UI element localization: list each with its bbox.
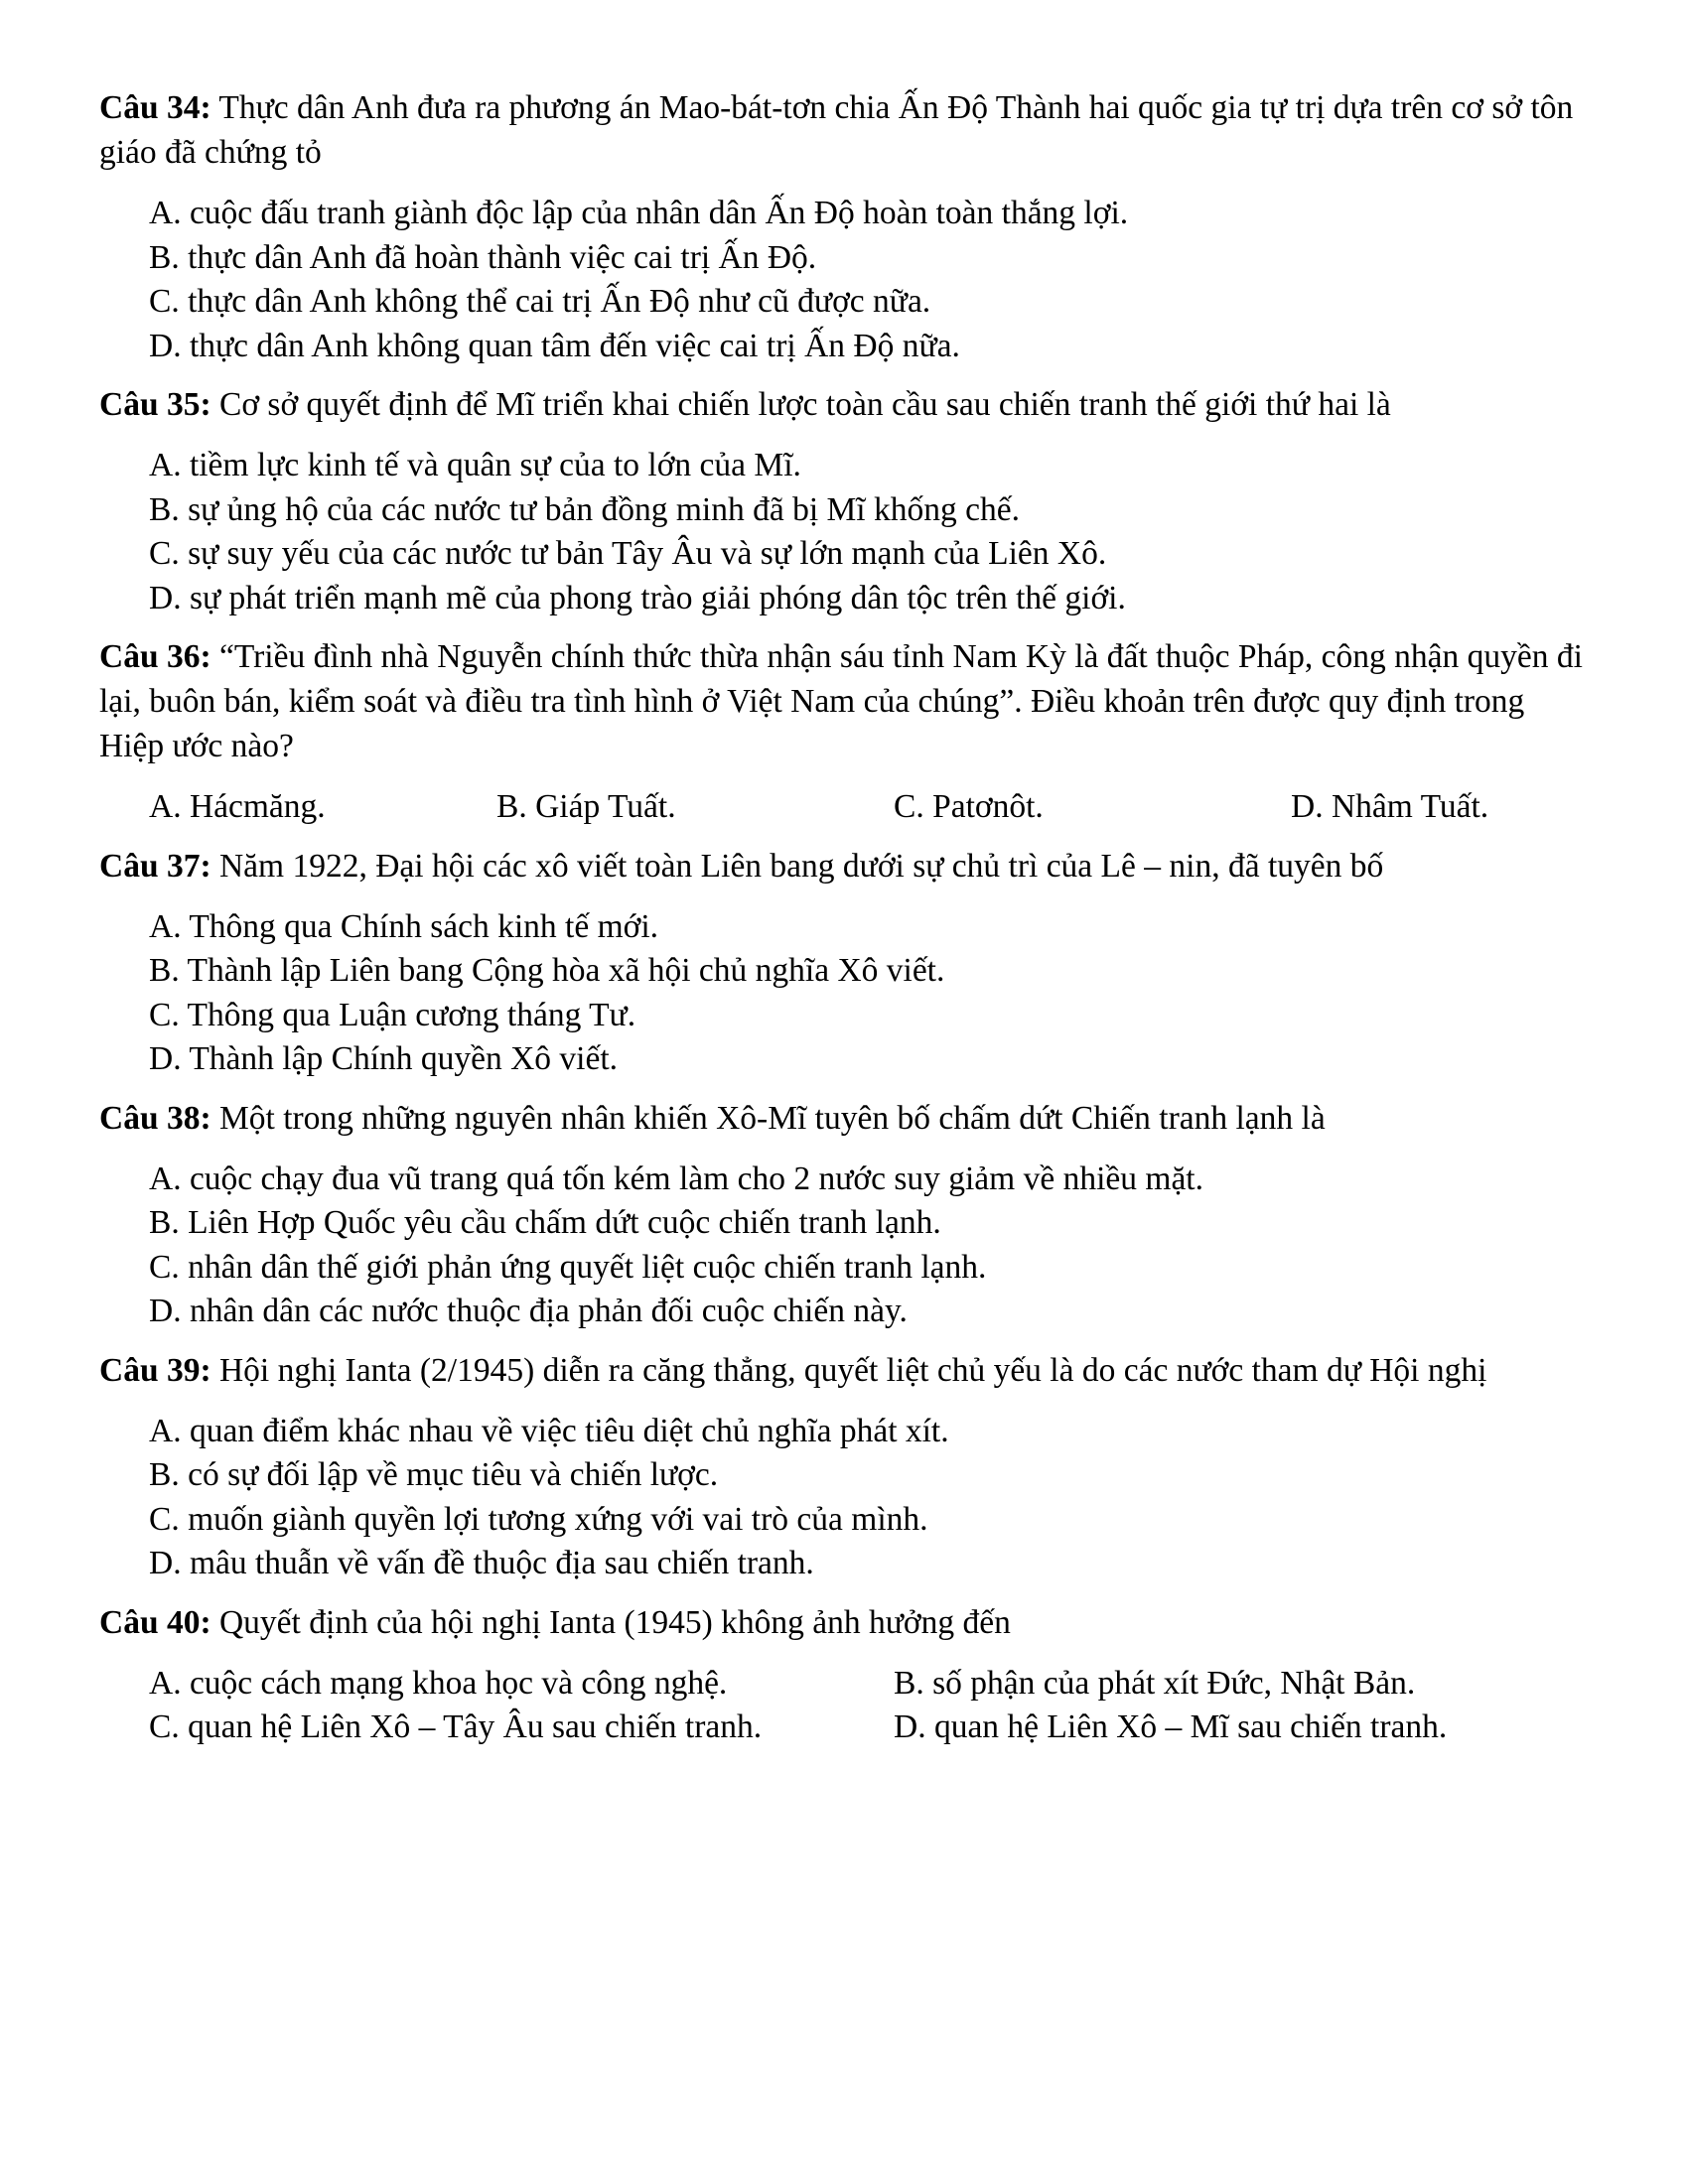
- question-36: [99, 634, 1589, 830]
- options-row: [99, 785, 1589, 830]
- option-b: B. Liên Hợp Quốc yêu cầu chấm dứt cuộc chiến tranh lạnh.: [149, 1204, 941, 1241]
- option-a: A. cuộc cách mạng khoa học và công nghệ.: [149, 1664, 728, 1702]
- question-stem: [99, 382, 1589, 427]
- question-35: [99, 382, 1589, 620]
- question-stem: [99, 1348, 1589, 1393]
- question-label: Câu 36:: [99, 638, 211, 675]
- options-list: [99, 905, 1589, 1082]
- option-a: A. cuộc chạy đua vũ trang quá tốn kém làm cho 2 nước suy giảm về nhiều mặt.: [149, 1160, 1203, 1197]
- question-text: “Triều đình nhà Nguyễn chính thức thừa nhận sáu tỉnh Nam Kỳ là đất thuộc Pháp, công nhận quyền đi lại, buôn bán, kiểm soát và điều tra tình hình ở Việt Nam của chúng”. Điều khoản trên được quy định trong Hiệp ước nào?: [99, 638, 1583, 764]
- option-b: B. Giáp Tuất.: [496, 788, 676, 825]
- option-d: D. sự phát triển mạnh mẽ của phong trào giải phóng dân tộc trên thế giới.: [149, 579, 1126, 616]
- question-label: Câu 34:: [99, 89, 211, 126]
- question-text: Thực dân Anh đưa ra phương án Mao-bát-tơn chia Ấn Độ Thành hai quốc gia tự trị dựa trên cơ sở tôn giáo đã chứng tỏ: [99, 89, 1574, 171]
- option-c: C. muốn giành quyền lợi tương xứng với vai trò của mình.: [149, 1500, 928, 1538]
- option-b: B. Thành lập Liên bang Cộng hòa xã hội chủ nghĩa Xô viết.: [149, 952, 945, 989]
- question-40: [99, 1600, 1589, 1750]
- option-b: B. có sự đối lập về mục tiêu và chiến lược.: [149, 1456, 719, 1493]
- option-d: D. mâu thuẫn về vấn đề thuộc địa sau chiến tranh.: [149, 1545, 814, 1581]
- option-a: A. tiềm lực kinh tế và quân sự của to lớn của Mĩ.: [149, 447, 801, 483]
- option-c: C. Thông qua Luận cương tháng Tư.: [149, 996, 636, 1033]
- option-c: C. Patơnôt.: [894, 788, 1044, 825]
- option-b: B. sự ủng hộ của các nước tư bản đồng minh đã bị Mĩ khống chế.: [149, 490, 1020, 528]
- question-text: Một trong những nguyên nhân khiến Xô-Mĩ tuyên bố chấm dứt Chiến tranh lạnh là: [211, 1099, 1326, 1137]
- question-label: Câu 40:: [99, 1603, 211, 1641]
- option-c: C. sự suy yếu của các nước tư bản Tây Âu và sự lớn mạnh của Liên Xô.: [149, 535, 1107, 572]
- question-label: Câu 37:: [99, 847, 211, 885]
- options-grid: [99, 1662, 1589, 1750]
- option-d: D. thực dân Anh không quan tâm đến việc cai trị Ấn Độ nữa.: [149, 327, 960, 364]
- exam-page: [99, 85, 1589, 1764]
- option-b: B. số phận của phát xít Đức, Nhật Bản.: [894, 1664, 1416, 1702]
- option-c: C. quan hệ Liên Xô – Tây Âu sau chiến tranh.: [149, 1708, 763, 1745]
- question-text: Hội nghị Ianta (2/1945) diễn ra căng thẳng, quyết liệt chủ yếu là do các nước tham dự Hội nghị: [211, 1351, 1487, 1389]
- question-stem: [99, 634, 1589, 768]
- question-38: [99, 1096, 1589, 1334]
- option-a: A. Thông qua Chính sách kinh tế mới.: [149, 907, 659, 945]
- option-a: A. quan điểm khác nhau về việc tiêu diệt chủ nghĩa phát xít.: [149, 1412, 949, 1449]
- question-stem: [99, 85, 1589, 175]
- option-b: B. thực dân Anh đã hoàn thành việc cai trị Ấn Độ.: [149, 238, 817, 276]
- option-c: C. thực dân Anh không thể cai trị Ấn Độ như cũ được nữa.: [149, 283, 931, 320]
- question-39: [99, 1348, 1589, 1586]
- option-d: D. Thành lập Chính quyền Xô viết.: [149, 1040, 619, 1077]
- option-d: D. quan hệ Liên Xô – Mĩ sau chiến tranh.: [894, 1708, 1448, 1745]
- option-a: A. Hácmăng.: [149, 788, 326, 825]
- options-list: [99, 1158, 1589, 1334]
- option-c: C. nhân dân thế giới phản ứng quyết liệt cuộc chiến tranh lạnh.: [149, 1248, 987, 1286]
- options-list: [99, 192, 1589, 368]
- question-text: Cơ sở quyết định để Mĩ triển khai chiến lược toàn cầu sau chiến tranh thế giới thứ hai là: [211, 386, 1391, 423]
- options-list: [99, 1410, 1589, 1586]
- question-label: Câu 35:: [99, 386, 211, 423]
- options-list: [99, 444, 1589, 620]
- question-label: Câu 39:: [99, 1351, 211, 1389]
- option-d: D. Nhâm Tuất.: [1291, 788, 1489, 825]
- question-text: Năm 1922, Đại hội các xô viết toàn Liên bang dưới sự chủ trì của Lê – nin, đã tuyên bố: [211, 847, 1384, 885]
- option-a: A. cuộc đấu tranh giành độc lập của nhân dân Ấn Độ hoàn toàn thắng lợi.: [149, 195, 1129, 231]
- question-text: Quyết định của hội nghị Ianta (1945) không ảnh hưởng đến: [211, 1603, 1011, 1641]
- question-label: Câu 38:: [99, 1099, 211, 1137]
- option-d: D. nhân dân các nước thuộc địa phản đối cuộc chiến này.: [149, 1293, 908, 1329]
- question-stem: [99, 1600, 1589, 1645]
- question-34: [99, 85, 1589, 368]
- question-37: [99, 844, 1589, 1082]
- question-stem: [99, 844, 1589, 888]
- question-stem: [99, 1096, 1589, 1141]
